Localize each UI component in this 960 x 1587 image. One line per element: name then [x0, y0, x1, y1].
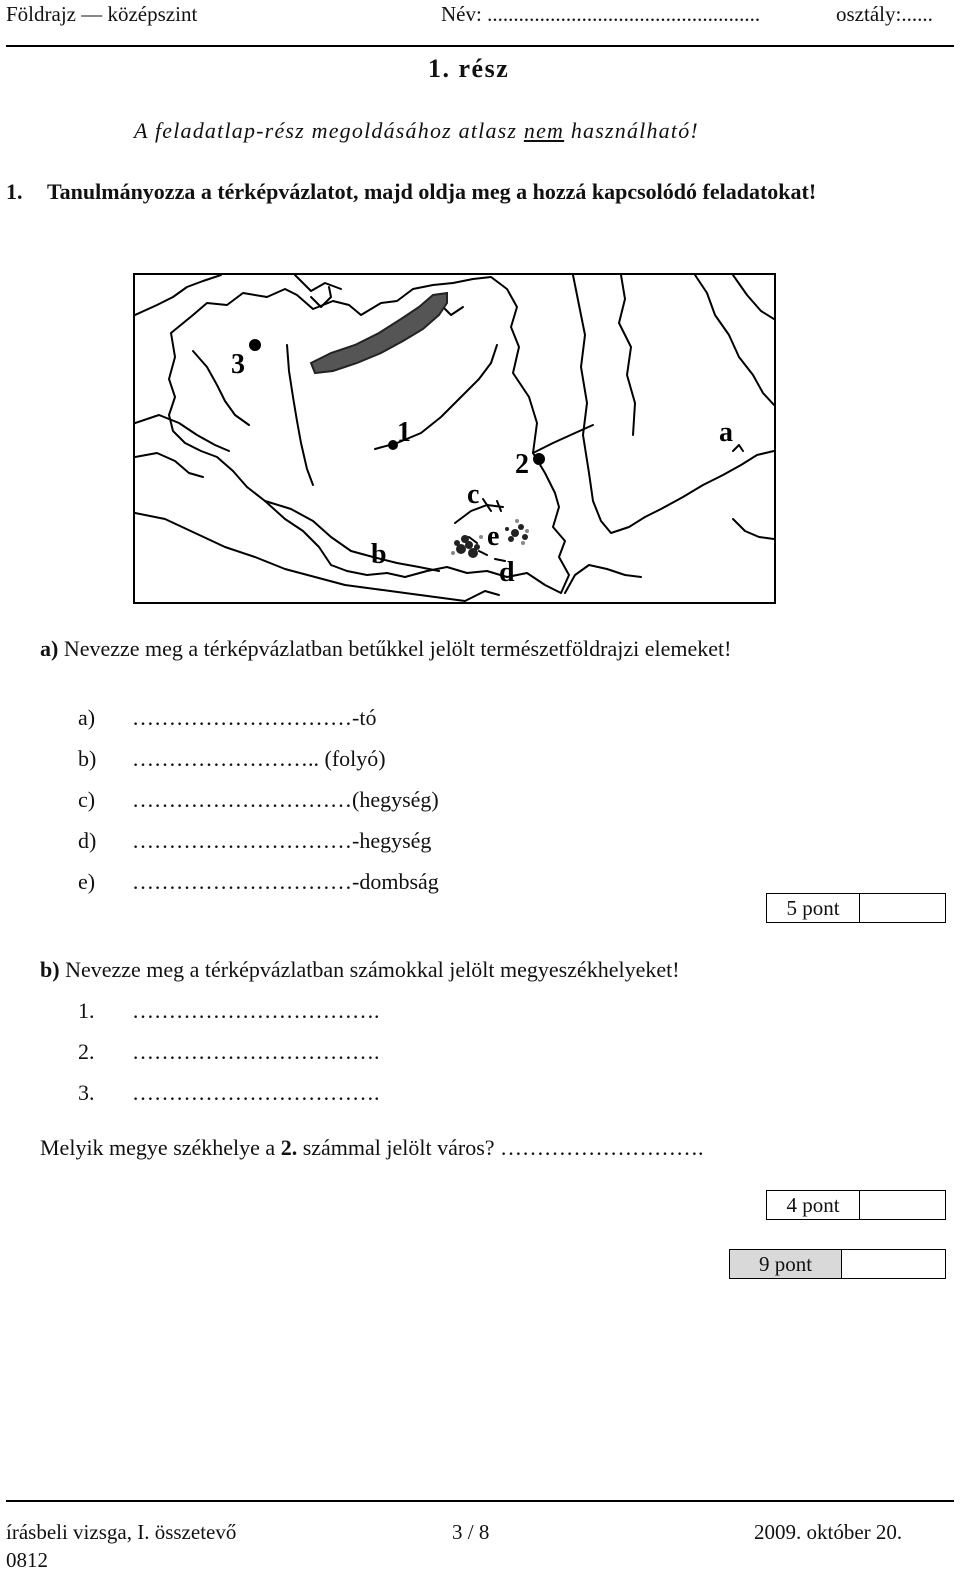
river-central [375, 345, 497, 449]
river-west-1 [135, 415, 229, 451]
answer-a-line[interactable] [132, 705, 376, 731]
county-answer-blank[interactable]: ………………………. [500, 1135, 704, 1160]
answer-b-line[interactable] [132, 746, 386, 772]
answer-b-blank[interactable]: …………………….. [132, 746, 319, 771]
score-box-total [729, 1249, 946, 1279]
answer-e-suffix: -dombság [352, 869, 439, 894]
answer-d-line[interactable] [132, 828, 431, 854]
country-border [169, 277, 569, 593]
answer-b-label: b) [78, 746, 97, 771]
city-answer-3-blank[interactable]: ……………………………. [132, 1080, 380, 1105]
score-box-b-value[interactable] [860, 1191, 945, 1219]
answer-a-blank[interactable]: ………………………… [132, 705, 352, 730]
map-label-e: e [487, 521, 500, 552]
score-box-a-label: 5 pont [767, 894, 860, 922]
score-box-total-label: 9 pont [730, 1250, 842, 1278]
header-class-field: osztály:...... [836, 2, 933, 26]
footer-rule [6, 1500, 954, 1502]
map-label-1: 1 [397, 417, 411, 448]
sketch-map [133, 273, 776, 604]
answer-d-label: d) [78, 828, 97, 853]
task-text: Tanulmányozza a térképvázlatot, majd oldja meg a hozzá kapcsolódó feladatokat! [47, 179, 817, 204]
river-danube [287, 345, 313, 485]
southern-border [135, 513, 465, 601]
question-a-marker: a) [40, 636, 59, 661]
answer-a-label: a) [78, 705, 96, 730]
answer-b-suffix: (folyó) [319, 746, 386, 771]
map-label-b: b [371, 539, 387, 570]
instruction-text-after: használható! [564, 118, 699, 143]
county-question-before: Melyik megye székhelye a [40, 1135, 281, 1160]
city-answer-3-label: 3. [78, 1080, 95, 1105]
answer-c-line[interactable] [132, 787, 439, 813]
answer-e-line[interactable] [132, 869, 439, 895]
answer-e-blank[interactable]: ………………………… [132, 869, 352, 894]
footer-page: 3 / 8 [452, 1520, 490, 1544]
question-a-text: Nevezze meg a térképvázlatban betűkkel jelölt természetföldrajzi elemeket! [63, 636, 732, 661]
header-rule [6, 45, 954, 47]
county-question-number: 2. [280, 1135, 298, 1160]
city-answer-2-label: 2. [78, 1039, 95, 1064]
river-drava [265, 501, 439, 571]
answer-c-label: c) [78, 787, 96, 812]
part-title: 1. rész [428, 54, 510, 83]
city-3-dot [249, 339, 261, 351]
footer-date: 2009. október 20. [754, 1520, 903, 1544]
map-label-2: 2 [515, 449, 529, 480]
map-label-c: c [467, 479, 480, 510]
score-box-total-value[interactable] [842, 1250, 945, 1278]
question-b [40, 957, 680, 983]
instruction-underlined: nem [523, 118, 565, 143]
river-west-2 [135, 453, 203, 477]
map-label-3: 3 [231, 349, 245, 380]
instruction-line [134, 118, 699, 144]
answer-a-suffix: -tó [352, 705, 377, 730]
county-question-after: számmal jelölt város? [297, 1135, 495, 1160]
map-label-a: a [719, 417, 733, 448]
eastern-border [573, 275, 774, 533]
county-question [40, 1135, 704, 1161]
score-box-a-value[interactable] [860, 894, 945, 922]
answer-c-blank[interactable]: ………………………… [132, 787, 352, 812]
city-answer-1-label: 1. [78, 998, 95, 1023]
score-box-b [766, 1190, 946, 1220]
header-name-field: Név: .................................................... [441, 2, 761, 26]
instruction-text-before: A feladatlap-rész megoldásához atlasz [134, 118, 524, 143]
question-b-marker: b) [40, 957, 60, 982]
northern-border [135, 275, 221, 315]
task-number: 1. [6, 179, 23, 204]
score-box-b-label: 4 pont [767, 1191, 860, 1219]
footer-exam: írásbeli vizsga, I. összetevő [6, 1520, 237, 1544]
question-a [40, 636, 731, 662]
question-b-text: Nevezze meg a térképvázlatban számokkal jelölt megyeszékhelyeket! [65, 957, 680, 982]
city-answer-2-blank[interactable]: ……………………………. [132, 1039, 380, 1064]
city-2-dot [533, 453, 545, 465]
header-subject: Földrajz — középszint [6, 2, 198, 26]
answer-d-suffix: -hegység [352, 828, 432, 853]
answer-c-suffix: (hegység) [352, 787, 439, 812]
answer-e-label: e) [78, 869, 96, 894]
map-label-d: d [499, 557, 515, 588]
footer-code: 0812 [6, 1548, 48, 1572]
score-box-a [766, 893, 946, 923]
city-answer-1-blank[interactable]: ……………………………. [132, 998, 380, 1023]
sketch-map-drawing [135, 275, 774, 602]
answer-d-blank[interactable]: ………………………… [132, 828, 352, 853]
